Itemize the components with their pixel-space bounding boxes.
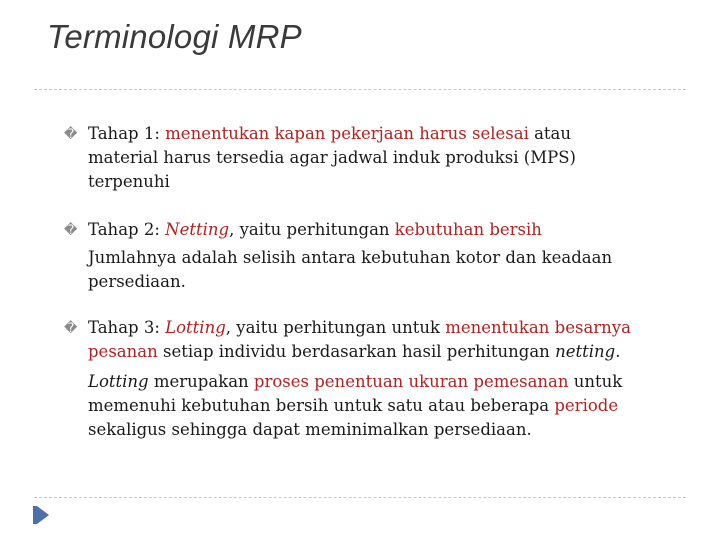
bullet-box-icon: �	[64, 223, 78, 238]
top-divider	[34, 89, 686, 90]
bullet-1-line-3: terpenuhi	[88, 172, 170, 191]
tahap-2-label: Tahap 2	[88, 220, 155, 239]
bullet-1-line-2: material harus tersedia agar jadwal induk produksi (MPS)	[88, 148, 576, 167]
netting-term-end: netting	[555, 342, 616, 361]
bullet-tahap-3	[88, 316, 688, 442]
bullet-3-note-line-1: Lotting merupakan proses penentuan ukuran pemesanan untuk	[88, 372, 623, 391]
bullet-tahap-1	[88, 122, 688, 194]
lotting-term: Lotting	[165, 318, 226, 337]
bullet-1-line-1: Tahap 1: menentukan kapan pekerjaan harus selesai atau	[88, 124, 572, 143]
bullet-box-icon: �	[64, 321, 78, 336]
tahap-1-highlight: menentukan kapan pekerjaan harus selesai	[165, 124, 529, 143]
tahap-3-highlight: menentukan besarnya	[445, 318, 631, 337]
note-highlight: proses penentuan ukuran pemesanan	[253, 372, 569, 391]
tahap-1-label: Tahap 1	[88, 124, 155, 143]
next-slide-arrow-icon[interactable]	[37, 506, 49, 524]
periode-highlight: periode	[554, 396, 619, 415]
bullet-3-note-line-2: memenuhi kebutuhan bersih untuk satu atau beberapa periode	[88, 396, 619, 415]
bullet-2-note-line-2: persediaan.	[88, 272, 186, 291]
netting-term: Netting	[165, 220, 230, 239]
slide-title: Terminologi MRP	[47, 18, 302, 55]
bullet-2-note-line-1: Jumlahnya adalah selisih antara kebutuhan kotor dan keadaan	[88, 248, 613, 267]
tahap-3-label: Tahap 3	[88, 318, 155, 337]
bullet-2-line-1: Tahap 2: Netting, yaitu perhitungan kebutuhan bersih	[88, 220, 542, 239]
bullet-3-line-2: pesanan setiap individu berdasarkan hasil perhitungan netting.	[88, 342, 621, 361]
tahap-2-highlight: kebutuhan bersih	[394, 220, 542, 239]
bullet-box-icon: �	[64, 127, 78, 142]
bullet-3-note-line-3: sekaligus sehingga dapat meminimalkan persediaan.	[88, 420, 532, 439]
bullet-tahap-2	[88, 218, 688, 294]
bottom-divider	[34, 497, 686, 498]
bullet-3-line-1: Tahap 3: Lotting, yaitu perhitungan untuk menentukan besarnya	[88, 318, 631, 337]
